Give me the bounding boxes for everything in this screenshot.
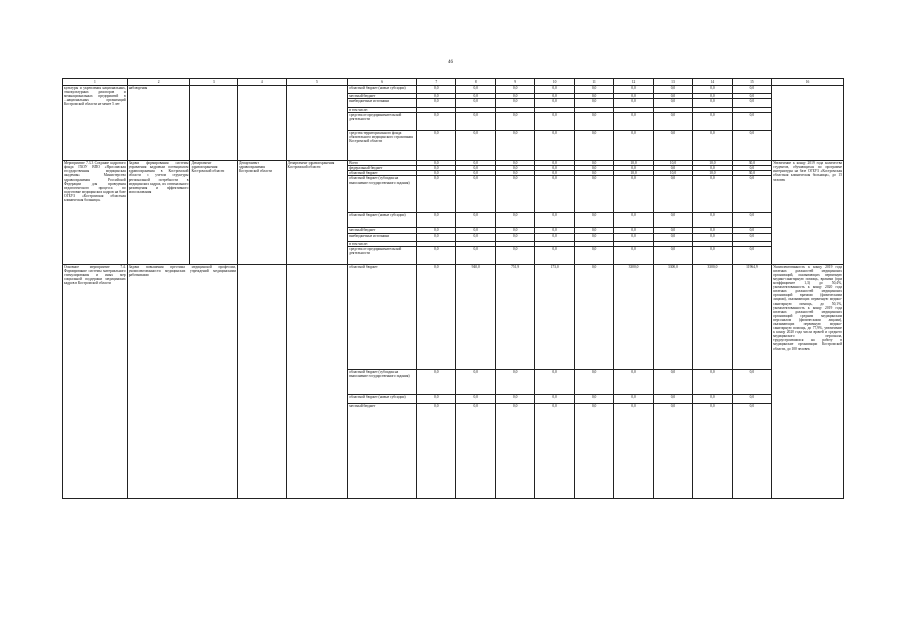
- amount-cell: 0,0: [614, 369, 653, 394]
- block2-task: Задачи формирования системы управления кадровым потенциалом здравоохранения в Костромской области с учетом структуры региональной потребности в медицинских кадрах, их оптимального размещения и эффективного использования: [127, 161, 190, 264]
- amount-cell: 0,0: [574, 131, 613, 161]
- block3-expected-result: Укомплектованность к концу 2019 года штатных должностей медицинских организаций, оказывающих первичную медико-санитарную помощь, врачами (при коэффициенте 1,3) до 50,4%, укомплектованность к концу 2020 года штатных должностей медицинских организаций врачами (физическими лицами), оказывающих первичную медико-санитарную помощь, до 50,1%, укомплектованность к концу 2019 года штатных должностей медицинских организаций средним медицинским персоналом (физическими лицами), оказывающих первичную медико-санитарную помощь, до 77,9%, увеличение к концу 2020 года числа врачей и среднего медицинского персонала, трудоустроившихся на работу в медицинские организации Костромской области, до 100 человек: [772, 264, 844, 498]
- amount-cell: 0,0: [535, 403, 574, 498]
- column-number-11: 11: [574, 79, 613, 86]
- amount-cell: 0,0: [574, 213, 613, 228]
- funding-source: местный бюджет: [348, 94, 417, 99]
- amount-cell: 10,0: [614, 161, 653, 166]
- amount-cell: 3300,0: [614, 264, 653, 369]
- block1-participant: [286, 86, 348, 161]
- funding-source: областной бюджет (новые субсидии): [348, 86, 417, 94]
- amount-cell: 0,0: [495, 233, 534, 241]
- amount-cell: 0,0: [693, 246, 732, 264]
- amount-cell: 0,0: [693, 166, 732, 171]
- amount-cell: 0,0: [653, 369, 692, 394]
- block3-executor: [238, 264, 287, 498]
- amount-cell: 0,0: [417, 131, 456, 161]
- amount-cell: 0,0: [732, 233, 771, 241]
- amount-cell: 0,0: [614, 176, 653, 213]
- amount-cell: 0,0: [495, 228, 534, 233]
- amount-cell: 0,0: [535, 246, 574, 264]
- funding-source: областной бюджет (субсидия на выполнение государственного задания): [348, 176, 417, 213]
- amount-cell: 0,0: [614, 394, 653, 403]
- amount-cell: 0,0: [417, 394, 456, 403]
- amount-cell: 0,0: [495, 166, 534, 171]
- amount-cell: 0,0: [456, 176, 495, 213]
- block2-activity-name: Мероприятие 7.3.3 Создание кадрового фонда ГБОУ ВПО «Ярославская государственная медицинская академия» Министерства здравоохранения Российской Федерации для проведения педагогического процесса по подготовке медицинских кадров на базе ОГБУЗ «Костромская областная клиническая больница»: [63, 161, 128, 264]
- amount-cell: 10,0: [653, 171, 692, 176]
- amount-cell: 0,0: [653, 233, 692, 241]
- amount-cell: 0,0: [574, 228, 613, 233]
- funding-source: областной бюджет: [348, 264, 417, 369]
- amount-cell: 10,0: [693, 161, 732, 166]
- amount-cell: 751,9: [495, 264, 534, 369]
- amount-cell: 0,0: [495, 369, 534, 394]
- amount-cell: 0,0: [732, 246, 771, 264]
- amount-cell: 0,0: [456, 99, 495, 108]
- block3-row: [63, 264, 844, 369]
- amount-cell: 940,0: [456, 264, 495, 369]
- amount-cell: 0,0: [456, 94, 495, 99]
- amount-cell: 0,0: [535, 99, 574, 108]
- amount-cell: 0,0: [693, 113, 732, 131]
- amount-cell: 0,0: [693, 176, 732, 213]
- column-number-7: 7: [417, 79, 456, 86]
- block1-coordinator: [190, 86, 238, 161]
- amount-cell: 0,0: [574, 166, 613, 171]
- amount-cell: 0,0: [574, 233, 613, 241]
- amount-cell: 0,0: [417, 246, 456, 264]
- amount-cell: 3300,0: [693, 264, 732, 369]
- amount-cell: 0,0: [535, 228, 574, 233]
- column-number-8: 8: [456, 79, 495, 86]
- amount-cell: 0,0: [574, 246, 613, 264]
- amount-cell: 0,0: [456, 166, 495, 171]
- funding-source: внебюджетные источники: [348, 233, 417, 241]
- amount-cell: 0,0: [495, 403, 534, 498]
- block3-activity-name: Основное мероприятие 7.4. Формирование системы материального стимулирования и иных мер социальной поддержки медицинских кадров в Костромской области: [63, 264, 128, 498]
- funding-source: средства от предпринимательской деятельности: [348, 246, 417, 264]
- funding-source: федеральный бюджет: [348, 166, 417, 171]
- amount-cell: 0,0: [653, 94, 692, 99]
- amount-cell: 0,0: [456, 233, 495, 241]
- amount-cell: 0,0: [456, 113, 495, 131]
- amount-cell: 30,0: [732, 161, 771, 166]
- amount-cell: 0,0: [574, 99, 613, 108]
- amount-cell: 0,0: [495, 171, 534, 176]
- amount-cell: 0,0: [535, 94, 574, 99]
- amount-cell: 0,0: [535, 213, 574, 228]
- amount-cell: 0,0: [693, 228, 732, 233]
- amount-cell: 0,0: [495, 131, 534, 161]
- amount-cell: 0,0: [456, 131, 495, 161]
- amount-cell: 0,0: [495, 213, 534, 228]
- amount-cell: 0,0: [732, 113, 771, 131]
- program-budget-table: [62, 78, 844, 499]
- amount-cell: 0,0: [574, 264, 613, 369]
- amount-cell: 0,0: [574, 176, 613, 213]
- amount-cell: 0,0: [574, 369, 613, 394]
- funding-source: внебюджетные источники: [348, 99, 417, 108]
- amount-cell: 0,0: [535, 166, 574, 171]
- amount-cell: 10,0: [614, 171, 653, 176]
- amount-cell: 0,0: [417, 161, 456, 166]
- amount-cell: 0,0: [732, 394, 771, 403]
- amount-cell: 0,0: [417, 166, 456, 171]
- amount-cell: 0,0: [456, 171, 495, 176]
- column-number-16: 16: [772, 79, 844, 86]
- amount-cell: 0,0: [614, 403, 653, 498]
- amount-cell: 0,0: [653, 166, 692, 171]
- amount-cell: 0,0: [417, 264, 456, 369]
- amount-cell: 0,0: [417, 99, 456, 108]
- amount-cell: 0,0: [495, 94, 534, 99]
- amount-cell: 0,0: [653, 228, 692, 233]
- amount-cell: 0,0: [535, 171, 574, 176]
- amount-cell: 0,0: [693, 369, 732, 394]
- amount-cell: 0,0: [456, 161, 495, 166]
- page-number: 46: [448, 60, 453, 65]
- column-number-2: 2: [127, 79, 190, 86]
- amount-cell: 0,0: [693, 394, 732, 403]
- funding-source: средства территориального фонда обязательного медицинского страхования Костромской области: [348, 131, 417, 161]
- block2-participant: Департамент здравоохранения Костромской области: [286, 161, 348, 264]
- amount-cell: 0,0: [417, 369, 456, 394]
- amount-cell: 0,0: [653, 213, 692, 228]
- funding-source: областной бюджет: [348, 171, 417, 176]
- amount-cell: 0,0: [693, 99, 732, 108]
- amount-cell: 0,0: [614, 166, 653, 171]
- block3-task: Задачи повышения престижа медицинской профессии, укомплектованности медицинских учреждений медицинскими работниками: [127, 264, 237, 498]
- amount-cell: 0,0: [417, 176, 456, 213]
- amount-cell: 30,0: [732, 171, 771, 176]
- funding-source: средства от предпринимательской деятельности: [348, 113, 417, 131]
- amount-cell: 0,0: [495, 86, 534, 94]
- funding-source: областной бюджет (новые субсидии): [348, 394, 417, 403]
- amount-cell: 0,0: [417, 113, 456, 131]
- amount-cell: 0,0: [653, 176, 692, 213]
- column-number-1: 1: [63, 79, 128, 86]
- amount-cell: 0,0: [653, 86, 692, 94]
- amount-cell: 0,0: [417, 94, 456, 99]
- amount-cell: 0,0: [456, 394, 495, 403]
- amount-cell: 0,0: [693, 86, 732, 94]
- amount-cell: 0,0: [732, 131, 771, 161]
- amount-cell: 0,0: [535, 86, 574, 94]
- amount-cell: 0,0: [535, 113, 574, 131]
- amount-cell: 0,0: [732, 176, 771, 213]
- column-number-5: 5: [286, 79, 348, 86]
- column-number-3: 3: [190, 79, 238, 86]
- amount-cell: 0,0: [495, 394, 534, 403]
- block2-executor: Департамент здравоохранения Костромской области: [238, 161, 287, 264]
- block1-executor: [238, 86, 287, 161]
- amount-cell: 0,0: [614, 246, 653, 264]
- amount-cell: 0,0: [693, 94, 732, 99]
- block2-expected-result: Увеличение к концу 2019 года количества студентов, обучающихся по программе интернатуры на базе ОГБУЗ «Костромская областная клиническая больница», до 15 человек: [772, 161, 844, 264]
- column-number-14: 14: [693, 79, 732, 86]
- amount-cell: 0,0: [495, 246, 534, 264]
- amount-cell: 0,0: [732, 99, 771, 108]
- column-number-13: 13: [653, 79, 692, 86]
- block1-expected-result: [772, 86, 844, 161]
- funding-source: местный бюджет: [348, 403, 417, 498]
- amount-cell: 0,0: [614, 233, 653, 241]
- amount-cell: 0,0: [535, 233, 574, 241]
- column-number-10: 10: [535, 79, 574, 86]
- amount-cell: 3300,0: [653, 264, 692, 369]
- header-row: [63, 79, 844, 86]
- amount-cell: 0,0: [653, 99, 692, 108]
- amount-cell: 0,0: [456, 86, 495, 94]
- funding-source: в том числе:: [348, 241, 417, 246]
- amount-cell: 0,0: [653, 131, 692, 161]
- amount-cell: 0,0: [614, 99, 653, 108]
- amount-cell: 0,0: [653, 394, 692, 403]
- amount-cell: 0,0: [495, 161, 534, 166]
- amount-cell: 0,0: [456, 369, 495, 394]
- amount-cell: 0,0: [535, 131, 574, 161]
- amount-cell: 173,0: [535, 264, 574, 369]
- amount-cell: 0,0: [574, 94, 613, 99]
- amount-cell: 0,0: [535, 176, 574, 213]
- amount-cell: 0,0: [614, 213, 653, 228]
- amount-cell: 0,0: [417, 213, 456, 228]
- amount-cell: 0,0: [417, 171, 456, 176]
- amount-cell: 0,0: [495, 176, 534, 213]
- amount-cell: 0,0: [574, 394, 613, 403]
- amount-cell: 0,0: [614, 94, 653, 99]
- amount-cell: 0,0: [574, 403, 613, 498]
- amount-cell: 0,0: [574, 86, 613, 94]
- amount-cell: 10,0: [653, 161, 692, 166]
- amount-cell: 0,0: [456, 228, 495, 233]
- amount-cell: 0,0: [456, 213, 495, 228]
- amount-cell: 0,0: [535, 161, 574, 166]
- amount-cell: 0,0: [693, 403, 732, 498]
- amount-cell: 0,0: [417, 86, 456, 94]
- funding-source: местный бюджет: [348, 228, 417, 233]
- amount-cell: 0,0: [732, 86, 771, 94]
- amount-cell: 0,0: [574, 161, 613, 166]
- funding-source: областной бюджет (субсидия на выполнение государственного задания): [348, 369, 417, 394]
- funding-source: Всего: [348, 161, 417, 166]
- amount-cell: 0,0: [535, 369, 574, 394]
- amount-cell: 0,0: [653, 246, 692, 264]
- column-number-6: 6: [348, 79, 417, 86]
- block1-row: [63, 86, 844, 94]
- block3-participant: [286, 264, 348, 498]
- amount-cell: 0,0: [693, 213, 732, 228]
- amount-cell: 0,0: [417, 233, 456, 241]
- amount-cell: 0,0: [574, 113, 613, 131]
- block1-activity-name: культуры и укрепления национальных, этнокультурных диаспоров и межнациональных предприятий в ...национальных организаций Костромской области не менее 5 лет: [63, 86, 128, 161]
- amount-cell: 0,0: [614, 86, 653, 94]
- amount-cell: 0,0: [732, 213, 771, 228]
- funding-source: областной бюджет (новые субсидии): [348, 213, 417, 228]
- amount-cell: 0,0: [732, 94, 771, 99]
- amount-cell: 0,0: [535, 394, 574, 403]
- amount-cell: 0,0: [495, 113, 534, 131]
- amount-cell: 0,0: [456, 403, 495, 498]
- amount-cell: 0,0: [653, 403, 692, 498]
- amount-cell: 0,0: [574, 171, 613, 176]
- amount-cell: 0,0: [732, 369, 771, 394]
- block2-coordinator: Департамент здравоохранения Костромской области: [190, 161, 238, 264]
- column-number-4: 4: [238, 79, 287, 86]
- amount-cell: 0,0: [495, 99, 534, 108]
- amount-cell: 0,0: [693, 131, 732, 161]
- funding-source: в том числе:: [348, 108, 417, 113]
- amount-cell: 0,0: [653, 113, 692, 131]
- amount-cell: 11964,9: [732, 264, 771, 369]
- amount-cell: 10,0: [693, 171, 732, 176]
- column-number-15: 15: [732, 79, 771, 86]
- amount-cell: 0,0: [732, 403, 771, 498]
- amount-cell: 0,0: [693, 233, 732, 241]
- amount-cell: 0,0: [732, 166, 771, 171]
- amount-cell: 0,0: [614, 113, 653, 131]
- amount-cell: 0,0: [417, 228, 456, 233]
- amount-cell: 0,0: [732, 228, 771, 233]
- block1-task: наблюдения: [127, 86, 190, 161]
- amount-cell: 0,0: [456, 246, 495, 264]
- column-number-12: 12: [614, 79, 653, 86]
- amount-cell: 0,0: [417, 403, 456, 498]
- amount-cell: 0,0: [614, 131, 653, 161]
- column-number-9: 9: [495, 79, 534, 86]
- amount-cell: 0,0: [614, 228, 653, 233]
